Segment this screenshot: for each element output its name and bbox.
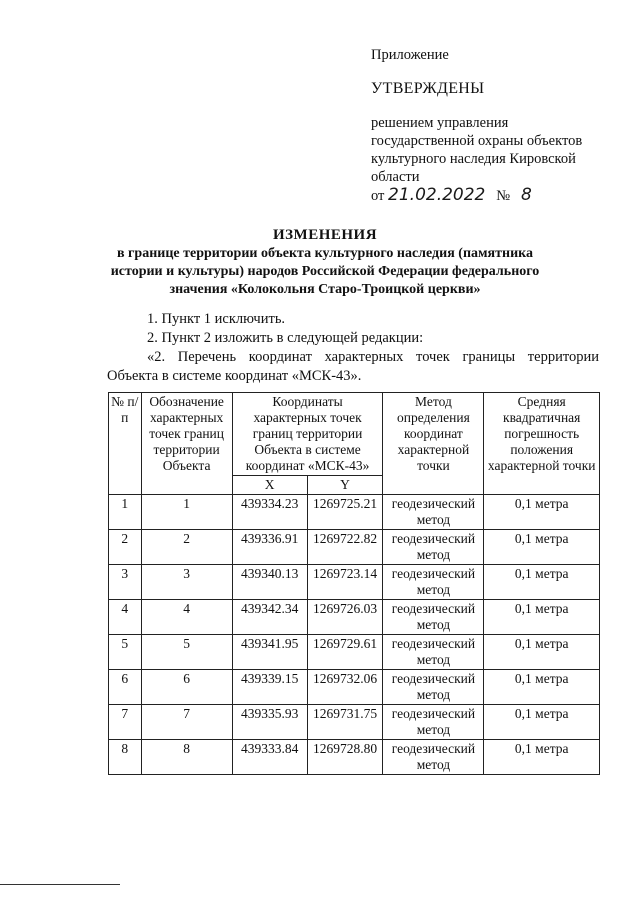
number-prefix: № [496, 188, 511, 204]
cell-error: 0,1 метра [484, 565, 600, 600]
cell-point: 1 [141, 495, 232, 530]
cell-x: 439339.15 [232, 670, 307, 705]
approval-block [371, 46, 621, 205]
cell-error: 0,1 метра [484, 530, 600, 565]
handwritten-date: 21.02.2022 [388, 185, 486, 205]
document-heading [100, 226, 550, 299]
heading-title: ИЗМЕНЕНИЯ [272, 227, 378, 243]
cell-method: геодезический метод [383, 705, 484, 740]
cell-point: 2 [141, 530, 232, 565]
cell-error: 0,1 метра [484, 600, 600, 635]
table-row [109, 600, 600, 635]
table-row [109, 565, 600, 600]
cell-x: 439335.93 [232, 705, 307, 740]
cell-method: геодезический метод [383, 495, 484, 530]
cell-num: 2 [109, 530, 142, 565]
cell-x: 439341.95 [232, 635, 307, 670]
heading-subtitle-1: в границе территории объекта культурного наследия (памятника [117, 246, 533, 261]
table-row [109, 740, 600, 775]
table-row [109, 635, 600, 670]
cell-y: 1269723.14 [307, 565, 383, 600]
handwritten-number: 8 [520, 185, 532, 205]
cell-error: 0,1 метра [484, 495, 600, 530]
table-row [109, 530, 600, 565]
cell-method: геодезический метод [383, 740, 484, 775]
cell-y: 1269722.82 [307, 530, 383, 565]
cell-error: 0,1 метра [484, 635, 600, 670]
cell-x: 439336.91 [232, 530, 307, 565]
cell-point: 7 [141, 705, 232, 740]
cell-error: 0,1 метра [484, 705, 600, 740]
cell-y: 1269726.03 [307, 600, 383, 635]
header-error: Средняя квадратичная погрешность положения характерной точки [484, 393, 600, 495]
cell-num: 1 [109, 495, 142, 530]
header-y: Y [307, 476, 383, 495]
cell-method: геодезический метод [383, 530, 484, 565]
cell-num: 7 [109, 705, 142, 740]
cell-point: 3 [141, 565, 232, 600]
table-row [109, 495, 600, 530]
header-point: Обозначение характерных точек границ территории Объекта [141, 393, 232, 495]
header-num: № п/п [109, 393, 142, 495]
item-1: 1. Пункт 1 исключить. [147, 311, 286, 327]
table-row [109, 670, 600, 705]
cell-method: геодезический метод [383, 600, 484, 635]
date-number-line [371, 186, 621, 205]
heading-subtitle-2: истории и культуры) народов Российской Федерации федерального [110, 264, 540, 279]
cell-error: 0,1 метра [484, 740, 600, 775]
cell-x: 439334.23 [232, 495, 307, 530]
cell-x: 439342.34 [232, 600, 307, 635]
header-method: Метод определения координат характерной точки [383, 393, 484, 495]
cell-x: 439333.84 [232, 740, 307, 775]
cell-y: 1269732.06 [307, 670, 383, 705]
decision-line-2: государственной охраны объектов [371, 133, 583, 149]
cell-y: 1269729.61 [307, 635, 383, 670]
item-3: «2. Перечень координат характерных точек границы территории Объекта в системе координат «МСК-43». [107, 349, 599, 384]
cell-method: геодезический метод [383, 670, 484, 705]
header-coords: Координаты характерных точек границ территории Объекта в системе координат «МСК-43» [232, 393, 383, 476]
cell-point: 4 [141, 600, 232, 635]
heading-subtitle-3: значения «Колокольня Старо-Троицкой церкви» [169, 282, 481, 297]
coordinates-table [108, 392, 600, 775]
cell-method: геодезический метод [383, 635, 484, 670]
cell-point: 6 [141, 670, 232, 705]
item-2: 2. Пункт 2 изложить в следующей редакции: [147, 330, 424, 346]
cell-y: 1269731.75 [307, 705, 383, 740]
cell-point: 5 [141, 635, 232, 670]
cell-num: 8 [109, 740, 142, 775]
decision-line-1: решением управления [371, 115, 509, 131]
footnote-separator [0, 884, 120, 885]
date-prefix: от [371, 188, 385, 204]
table-header-row [109, 393, 600, 476]
table-row [109, 705, 600, 740]
body-text [107, 310, 599, 386]
cell-num: 5 [109, 635, 142, 670]
cell-x: 439340.13 [232, 565, 307, 600]
cell-method: геодезический метод [383, 565, 484, 600]
decision-line-3: культурного наследия Кировской [371, 151, 576, 167]
cell-num: 6 [109, 670, 142, 705]
appendix-label: Приложение [371, 47, 449, 63]
cell-num: 3 [109, 565, 142, 600]
approved-label: УТВЕРЖДЕНЫ [371, 80, 485, 97]
cell-y: 1269728.80 [307, 740, 383, 775]
decision-line-4: области [371, 169, 420, 185]
cell-num: 4 [109, 600, 142, 635]
cell-point: 8 [141, 740, 232, 775]
cell-y: 1269725.21 [307, 495, 383, 530]
header-x: X [232, 476, 307, 495]
cell-error: 0,1 метра [484, 670, 600, 705]
